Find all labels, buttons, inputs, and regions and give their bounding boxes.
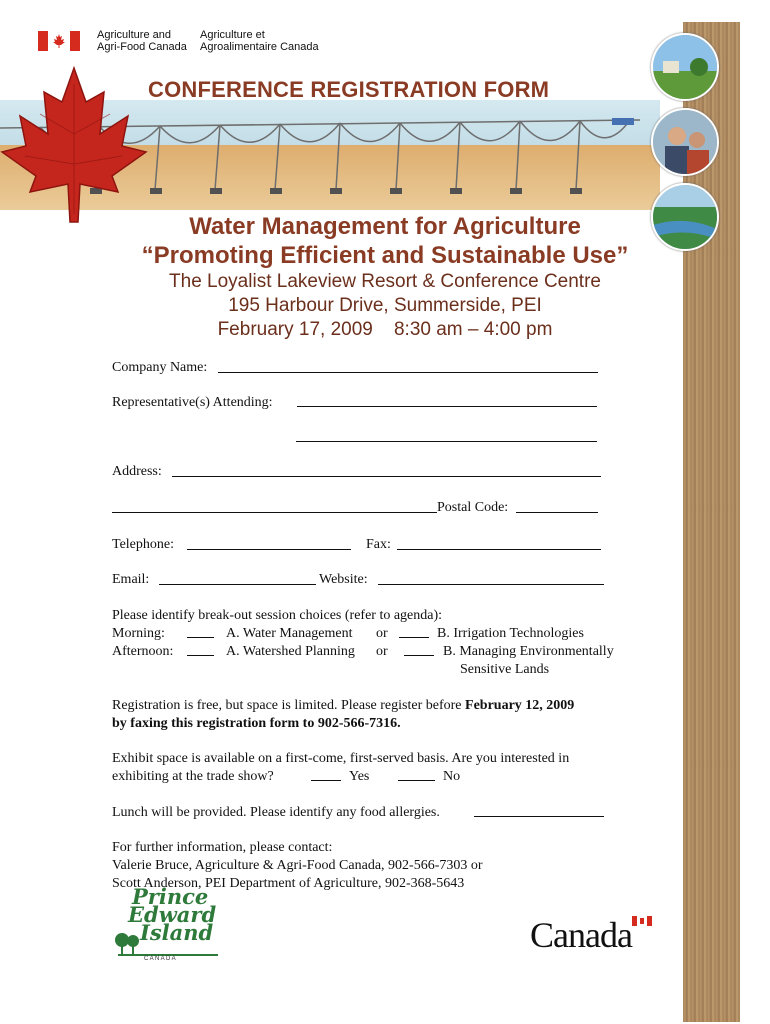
event-venue: The Loyalist Lakeview Resort & Conference Centre — [169, 271, 601, 292]
event-name: Water Management for Agriculture — [189, 213, 581, 240]
website-input[interactable] — [378, 584, 604, 585]
canada-wordmark: Canada — [530, 915, 632, 955]
afternoon-option-a: A. Watershed Planning — [226, 644, 355, 659]
afternoon-a-blank[interactable] — [187, 655, 214, 656]
morning-label: Morning: — [112, 626, 165, 641]
website-label: Website: — [319, 572, 368, 587]
company-input[interactable] — [218, 372, 598, 373]
address-label: Address: — [112, 464, 162, 479]
food-allergies-input[interactable] — [474, 816, 604, 817]
exhibit-no-blank[interactable] — [398, 780, 435, 781]
lunch-text: Lunch will be provided. Please identify any food allergies. — [112, 805, 440, 820]
pei-logo-subtitle: C A N A D A — [144, 956, 176, 962]
afternoon-option-b-line1: B. Managing Environmentally — [443, 644, 614, 659]
representative-input-2[interactable] — [296, 441, 597, 442]
telephone-input[interactable] — [187, 549, 351, 550]
exhibit-question: exhibiting at the trade show? — [112, 769, 274, 784]
event-tagline: “Promoting Efficient and Sustainable Use” — [141, 242, 629, 269]
telephone-label: Telephone: — [112, 537, 174, 552]
agency-name-french: Agriculture et Agroalimentaire Canada — [200, 29, 319, 53]
afternoon-option-b-line2: Sensitive Lands — [460, 662, 550, 677]
pei-logo-text: Prince Edward Island — [128, 884, 217, 945]
fax-label: Fax: — [366, 537, 391, 552]
exhibit-yes-blank[interactable] — [311, 780, 341, 781]
contact-intro: For further information, please contact: — [112, 840, 333, 855]
morning-option-a: A. Water Management — [226, 626, 353, 641]
registration-text: Registration is free, but space is limited. Please register before February 12, 2009 — [112, 698, 575, 713]
postal-code-label: Postal Code: — [437, 500, 509, 515]
morning-option-b: B. Irrigation Technologies — [437, 626, 584, 641]
exhibit-no-label: No — [443, 769, 461, 784]
email-label: Email: — [112, 572, 150, 587]
morning-a-blank[interactable] — [187, 637, 214, 638]
address-input-2[interactable] — [112, 512, 437, 513]
contact-person-2: Scott Anderson, PEI Department of Agriculture, 902-368-5643 — [112, 876, 465, 891]
event-address: 195 Harbour Drive, Summerside, PEI — [228, 295, 542, 316]
postal-code-input[interactable] — [516, 512, 598, 513]
email-input[interactable] — [159, 584, 316, 585]
afternoon-b-blank[interactable] — [404, 655, 434, 656]
representative-input-1[interactable] — [297, 406, 597, 407]
form-title: CONFERENCE REGISTRATION FORM — [148, 77, 550, 102]
event-date-time: February 17, 2009 8:30 am – 4:00 pm — [217, 319, 553, 340]
afternoon-label: Afternoon: — [112, 644, 174, 659]
address-input-1[interactable] — [172, 476, 601, 477]
exhibit-text: Exhibit space is available on a first-come, first-served basis. Are you interested in — [112, 751, 570, 766]
representatives-label: Representative(s) Attending: — [112, 395, 273, 410]
fax-input[interactable] — [397, 549, 601, 550]
contact-person-1: Valerie Bruce, Agriculture & Agri-Food Canada, 902-566-7303 or — [112, 858, 483, 873]
morning-or: or — [376, 626, 388, 641]
canada-wordmark-flag-icon — [632, 916, 652, 926]
registration-fax-text: by faxing this registration form to 902-566-7316. — [112, 716, 401, 731]
sessions-intro: Please identify break-out session choices (refer to agenda): — [112, 608, 443, 623]
exhibit-yes-label: Yes — [349, 769, 370, 784]
company-label: Company Name: — [112, 360, 208, 375]
maple-leaf-icon — [0, 64, 148, 224]
agency-name-english: Agriculture and Agri-Food Canada — [97, 29, 187, 53]
pei-logo — [112, 884, 222, 966]
morning-b-blank[interactable] — [399, 637, 429, 638]
people-photo — [651, 108, 719, 176]
canada-flag-icon — [38, 31, 80, 51]
landscape-photo — [651, 33, 719, 101]
afternoon-or: or — [376, 644, 388, 659]
